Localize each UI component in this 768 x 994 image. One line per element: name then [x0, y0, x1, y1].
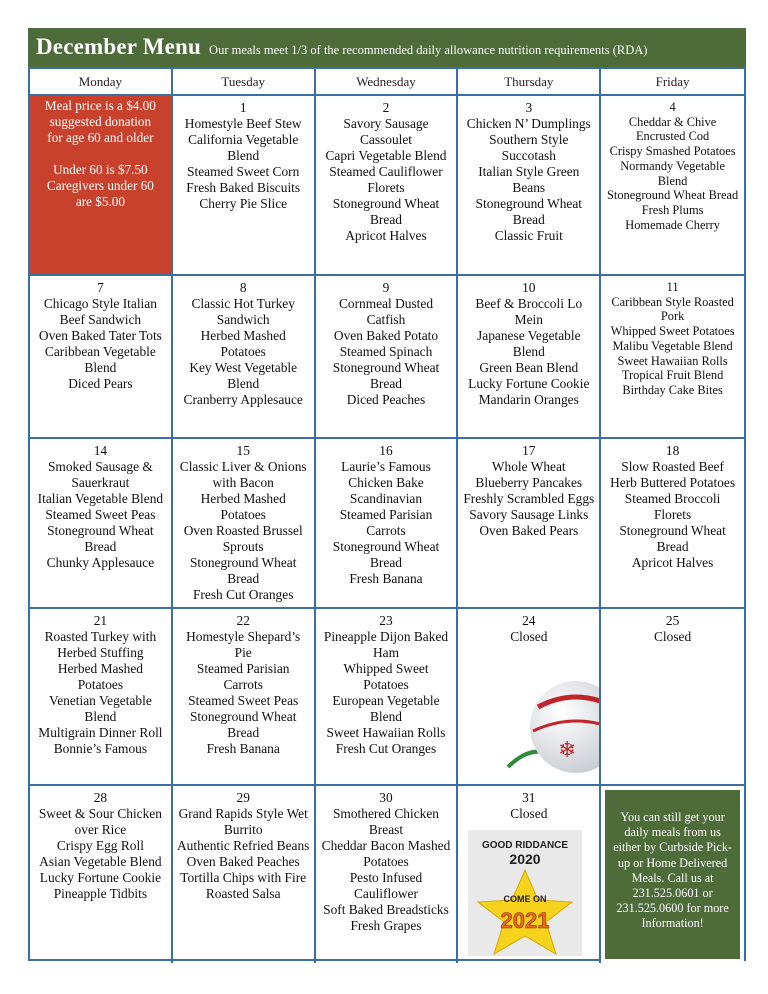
menu-item: Caribbean Vegetable Blend — [44, 344, 156, 375]
day-cell — [601, 96, 744, 276]
svg-text:❄: ❄ — [558, 738, 577, 763]
menu-item: Crispy Smashed Potatoes — [609, 144, 736, 159]
sticker-line3: COME ON — [503, 894, 547, 904]
day-number: 17 — [522, 443, 536, 458]
menu-item: Italian Vegetable Blend — [37, 491, 164, 506]
price-line: Under 60 is $7.50 — [53, 162, 148, 177]
menu-item: Birthday Cake Bites — [622, 382, 723, 397]
menu-item: Fresh Baked Biscuits — [186, 180, 301, 195]
menu-item: Roasted Turkey with Herbed Stuffing — [44, 629, 157, 660]
menu-item: Scandinavian — [349, 491, 423, 506]
meal-price-note — [30, 96, 173, 276]
day-cell — [173, 609, 316, 786]
sticker-line1: GOOD RIDDANCE — [482, 840, 569, 851]
day-header-wednesday: Wednesday — [316, 69, 459, 96]
day-cell — [30, 786, 173, 963]
menu-item: Savory Sausage Links — [469, 507, 589, 522]
menu-item: Malibu Vegetable Blend — [612, 338, 733, 353]
day-header-monday: Monday — [30, 69, 173, 96]
menu-item: Italian Style Green Beans — [478, 164, 580, 195]
price-line: Caregivers under 60 — [46, 178, 154, 193]
menu-item: Mandarin Oranges — [478, 392, 579, 407]
menu-item: Blueberry Pancakes — [475, 475, 583, 490]
page-title: December Menu — [36, 34, 202, 59]
day-cell — [458, 96, 601, 276]
menu-item: Oven Baked Peaches — [186, 854, 300, 869]
menu-item: Oven Baked Pears — [479, 523, 579, 538]
price-line: Meal price is a $4.00 — [44, 98, 156, 113]
day-number: 14 — [93, 443, 108, 458]
day-cell — [173, 96, 316, 276]
menu-item: Whole Wheat — [491, 459, 566, 474]
menu-item: Herb Buttered Potatoes — [610, 475, 736, 490]
menu-item: Classic Liver & Onions with Bacon — [179, 459, 307, 490]
menu-item: Cheddar Bacon Mashed Potatoes — [321, 838, 451, 869]
day-cell — [316, 786, 459, 963]
menu-item: Freshly Scrambled Eggs — [463, 491, 595, 506]
menu-item: Chicken N’ Dumplings — [466, 116, 591, 131]
menu-item: Crispy Egg Roll — [56, 838, 144, 853]
menu-header — [28, 28, 746, 67]
menu-item: Pesto Infused Cauliflower — [349, 870, 423, 901]
menu-item: Oven Baked Tater Tots — [38, 328, 162, 343]
menu-item: Smoked Sausage & Sauerkraut — [47, 459, 153, 490]
menu-item: Stoneground Wheat Bread — [189, 555, 297, 586]
day-cell — [30, 609, 173, 786]
day-cell — [316, 439, 459, 609]
menu-calendar — [28, 67, 746, 961]
menu-item: Grand Rapids Style Wet Burrito — [178, 806, 308, 837]
menu-item: Diced Peaches — [346, 392, 426, 407]
page-subtitle: Our meals meet 1/3 of the recommended daily allowance nutrition requirements (RDA) — [209, 43, 648, 57]
menu-item: Lucky Fortune Cookie — [39, 870, 162, 885]
price-line: are $5.00 — [75, 194, 125, 209]
menu-item: European Vegetable Blend — [332, 693, 440, 724]
day-number: 23 — [379, 613, 393, 628]
menu-item: Whipped Sweet Potatoes — [343, 661, 429, 692]
menu-item: Sweet Hawaiian Rolls — [326, 725, 446, 740]
menu-item: Apricot Halves — [345, 228, 427, 243]
info-box-cell — [601, 786, 744, 963]
menu-item: Fresh Plums — [641, 202, 704, 217]
day-number: 25 — [665, 613, 680, 628]
menu-item: Beef & Broccoli Lo Mein — [475, 296, 583, 327]
day-number: 28 — [93, 790, 108, 805]
day-number: 1 — [239, 100, 247, 115]
day-number: 4 — [669, 100, 676, 114]
day-number: 15 — [236, 443, 250, 458]
menu-item: Fresh Banana — [349, 571, 423, 586]
menu-item: Stoneground Wheat Bread — [189, 709, 297, 740]
menu-item: Steamed Broccoli Florets — [624, 491, 721, 522]
day-number: 24 — [522, 613, 536, 628]
day-cell — [316, 609, 459, 786]
menu-item: Chicago Style Italian Beef Sandwich — [43, 296, 157, 327]
menu-item: Homestyle Beef Stew — [184, 116, 302, 131]
menu-item: Caribbean Style Roasted Pork — [611, 294, 734, 324]
menu-item: Cornmeal Dusted Catfish — [338, 296, 434, 327]
menu-item: Apricot Halves — [631, 555, 714, 570]
menu-item: Tortilla Chips with Fire Roasted Salsa — [180, 870, 307, 901]
menu-item: Stoneground Wheat Bread — [332, 360, 440, 391]
menu-item: Tropical Fruit Blend — [621, 368, 724, 383]
menu-item: Fresh Cut Oranges — [192, 587, 294, 602]
day-number: 9 — [382, 280, 390, 295]
menu-item: Soft Baked Breadsticks — [323, 902, 449, 917]
day-number: 30 — [379, 790, 393, 805]
menu-item: Classic Fruit — [494, 228, 563, 243]
menu-item: Cranberry Applesauce — [183, 392, 303, 407]
menu-item: Southern Style Succotash — [489, 132, 569, 163]
ornaments-image — [498, 647, 601, 783]
day-cell — [458, 786, 601, 963]
menu-item: California Vegetable Blend — [188, 132, 299, 163]
menu-item: Fresh Banana — [206, 741, 280, 756]
menu-item: Stoneground Wheat Bread — [475, 196, 583, 227]
menu-item: Savory Sausage Cassoulet — [343, 116, 429, 147]
day-number: 18 — [665, 443, 680, 458]
menu-item: Closed — [510, 806, 548, 821]
menu-item: Lucky Fortune Cookie — [468, 376, 590, 391]
menu-item: Stoneground Wheat Bread — [332, 539, 440, 570]
menu-item: Stoneground Wheat Bread — [47, 523, 154, 554]
menu-item: Sweet Hawaiian Rolls — [617, 353, 728, 368]
day-number: 8 — [239, 280, 247, 295]
day-cell — [30, 276, 173, 439]
menu-item: Japanese Vegetable Blend — [477, 328, 581, 359]
menu-item: Sweet & Sour Chicken over Rice — [38, 806, 162, 837]
menu-item: Smothered Chicken Breast — [332, 806, 439, 837]
menu-item: Slow Roasted Beef — [621, 459, 724, 474]
day-cell — [173, 786, 316, 963]
day-cell — [458, 609, 601, 786]
menu-item: Stoneground Wheat Bread — [332, 196, 440, 227]
menu-item: Authentic Refried Beans — [177, 838, 310, 853]
day-header-friday: Friday — [601, 69, 744, 96]
menu-item: Steamed Sweet Peas — [188, 693, 299, 708]
menu-item: Venetian Vegetable Blend — [49, 693, 152, 724]
menu-item: Homestyle Shepard’s Pie — [186, 629, 301, 660]
day-number: 29 — [236, 790, 250, 805]
menu-item: Pineapple Tidbits — [53, 886, 148, 901]
menu-item: Steamed Parisian Carrots — [196, 661, 290, 692]
sticker-line2: 2020 — [509, 851, 541, 867]
day-number: 22 — [236, 613, 250, 628]
menu-item: Whipped Sweet Potatoes — [610, 324, 735, 339]
day-number: 3 — [525, 100, 533, 115]
menu-item: Stoneground Wheat Bread — [606, 188, 739, 203]
menu-item: Chunky Applesauce — [46, 555, 155, 570]
menu-item: Oven Roasted Brussel Sprouts — [183, 523, 303, 554]
menu-item: Multigrain Dinner Roll — [38, 725, 163, 740]
menu-item: Steamed Sweet Peas — [45, 507, 156, 522]
menu-item: Bonnie’s Famous — [53, 741, 148, 756]
menu-item: Closed — [653, 629, 692, 644]
day-cell — [601, 609, 744, 786]
sticker-line4: 2021 — [500, 908, 550, 933]
day-number: 11 — [666, 280, 679, 294]
menu-item: Herbed Mashed Potatoes — [200, 491, 286, 522]
day-number: 31 — [522, 790, 536, 805]
menu-item: Laurie’s Famous Chicken Bake — [341, 459, 431, 490]
menu-item: Green Bean Blend — [479, 360, 579, 375]
menu-item: Pineapple Dijon Baked Ham — [323, 629, 449, 660]
menu-item: Cherry Pie Slice — [199, 196, 288, 211]
menu-item: Steamed Sweet Corn — [187, 164, 300, 179]
menu-item: Capri Vegetable Blend — [325, 148, 447, 163]
day-cell — [173, 439, 316, 609]
menu-item: Stoneground Wheat Bread — [619, 523, 726, 554]
day-header-thursday: Thursday — [458, 69, 601, 96]
menu-item: Steamed Spinach — [339, 344, 433, 359]
day-cell — [458, 439, 601, 609]
day-number: 21 — [93, 613, 108, 628]
menu-item: Fresh Cut Oranges — [335, 741, 437, 756]
menu-item: Classic Hot Turkey Sandwich — [191, 296, 295, 327]
day-number: 2 — [382, 100, 390, 115]
day-cell — [316, 276, 459, 439]
price-line: suggested donation — [49, 114, 152, 129]
menu-item: Asian Vegetable Blend — [39, 854, 162, 869]
menu-item: Fresh Grapes — [350, 918, 422, 933]
menu-item: Normandy Vegetable Blend — [620, 158, 725, 188]
day-cell — [458, 276, 601, 439]
menu-item: Closed — [510, 629, 548, 644]
day-cell — [601, 276, 744, 439]
day-cell — [30, 439, 173, 609]
price-line: for age 60 and older — [47, 130, 154, 145]
day-cell — [173, 276, 316, 439]
day-cell — [316, 96, 459, 276]
menu-item: Diced Pears — [68, 376, 133, 391]
day-number: 7 — [97, 280, 104, 295]
day-number: 16 — [379, 443, 393, 458]
menu-item: Key West Vegetable Blend — [189, 360, 298, 391]
menu-item: Cheddar & Chive Encrusted Cod — [628, 114, 717, 144]
good-riddance-2020-sticker — [468, 830, 582, 956]
menu-item: Oven Baked Potato — [333, 328, 439, 343]
menu-item: Homemade Cherry — [625, 217, 720, 232]
delivery-info-box: You can still get your daily meals from us either by Curbside Pick-up or Home Delivered Meals. Call us at 231.525.0601 or 231.525.0600 for more Information! — [605, 790, 740, 959]
menu-item: Steamed Parisian Carrots — [339, 507, 433, 538]
day-header-tuesday: Tuesday — [173, 69, 316, 96]
menu-item: Steamed Cauliflower Florets — [329, 164, 443, 195]
menu-item: Herbed Mashed Potatoes — [200, 328, 286, 359]
day-number: 10 — [522, 280, 536, 295]
day-cell — [601, 439, 744, 609]
menu-item: Herbed Mashed Potatoes — [57, 661, 143, 692]
